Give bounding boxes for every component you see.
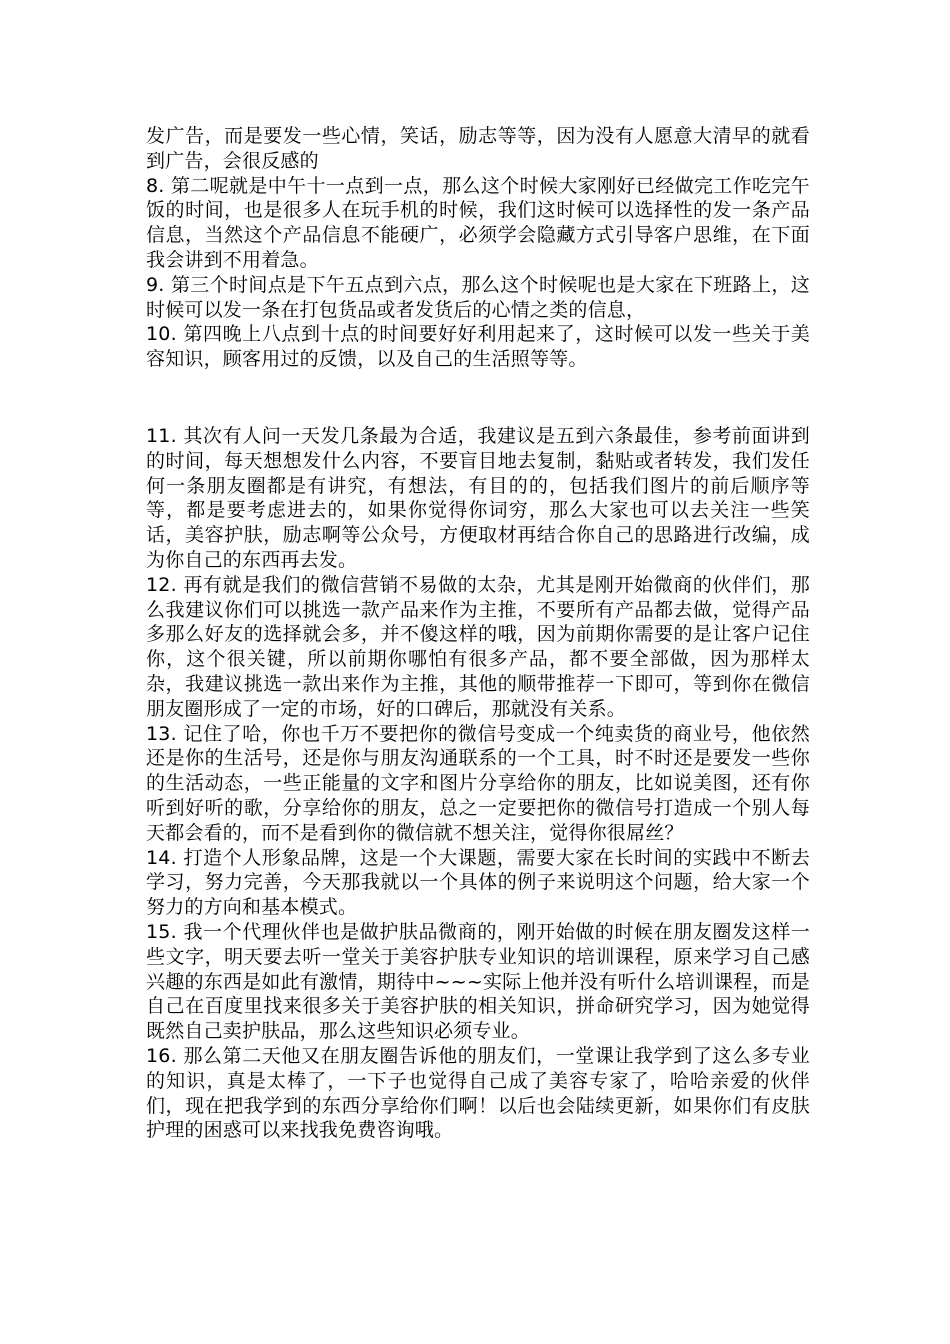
paragraph-14: 14. 打造个人形象品牌，这是一个大课题，需要大家在长时间的实践中不断去学习，努力完善，今天那我就以一个具体的例子来说明这个问题，给大家一个努力的方向和基本模式。 (146, 846, 810, 919)
paragraph-9: 9. 第三个时间点是下午五点到六点，那么这个时候呢也是大家在下班路上，这时候可以发一条在打包货品或者发货后的心情之类的信息， (146, 273, 810, 321)
paragraph-15: 15. 我一个代理伙伴也是做护肤品微商的，刚开始做的时候在朋友圈发这样一些文字，明天要去听一堂关于美容护肤专业知识的培训课程，原来学习自己感兴趣的东西是如此有激情，期待中~~~实际上他并没有听什么培训课程，而是自己在百度里找来很多关于美容护肤的相关知识，拼命研究学习，因为她觉得既然自己卖护肤品，那么这些知识必须专业。 (146, 920, 810, 1043)
paragraph-intro-continuation: 发广告，而是要发一些心情，笑话，励志等等，因为没有人愿意大清早的就看到广告，会很反感的 (146, 125, 810, 172)
paragraph-12: 12. 再有就是我们的微信营销不易做的太杂，尤其是刚开始微商的伙伴们，那么我建议你们可以挑选一款产品来作为主推，不要所有产品都去做，觉得产品多那么好友的选择就会多，并不傻这样的哦，因为前期你需要的是让客户记住你，这个很关键，所以前期你哪怕有很多产品，都不要全部做，因为那样太杂，我建议挑选一款出来作为主推，其他的顺带推荐一下即可，等到你在微信朋友圈形成了一定的市场，好的口碑后，那就没有关系。 (146, 573, 810, 720)
paragraph-16: 16. 那么第二天他又在朋友圈告诉他的朋友们，一堂课让我学到了这么多专业的知识，真是太棒了，一下子也觉得自己成了美容专家了，哈哈亲爱的伙伴们，现在把我学到的东西分享给你们啊！以后也会陆续更新，如果你们有皮肤护理的困惑可以来找我免费咨询哦。 (146, 1044, 810, 1142)
paragraph-13: 13. 记住了哈，你也千万不要把你的微信号变成一个纯卖货的商业号，他依然还是你的生活号，还是你与朋友沟通联系的一个工具，时不时还是要发一些你的生活动态，一些正能量的文字和图片分享给你的朋友，比如说美图，还有你听到好听的歌，分享给你的朋友，总之一定要把你的微信号打造成一个别人每天都会看的，而不是看到你的微信就不想关注，觉得你很屌丝？ (146, 722, 810, 844)
text-section-top (146, 124, 810, 372)
text-section-bottom (146, 424, 810, 1143)
paragraph-11: 11. 其次有人问一天发几条最为合适，我建议是五到六条最佳，参考前面讲到的时间，每天想想发什么内容，不要盲目地去复制，黏贴或者转发，我们发任何一条朋友圈都是有讲究，有想法，有目的的，包括我们图片的前后顺序等等，都是要考虑进去的，如果你觉得你词穷，那么大家也可以去关注一些笑话，美容护肤，励志啊等公众号，方便取材再结合你自己的思路进行改编，成为你自己的东西再去发。 (146, 425, 810, 571)
paragraph-8: 8. 第二呢就是中午十一点到一点，那么这个时候大家刚好已经做完工作吃完午饭的时间，也是很多人在玩手机的时候，我们这时候可以选择性的发一条产品信息，当然这个产品信息不能硬广，必须学会隐藏方式引导客户思维，在下面我会讲到不用着急。 (146, 174, 810, 271)
paragraph-10: 10. 第四晚上八点到十点的时间要好好利用起来了，这时候可以发一些关于美容知识，顾客用过的反馈，以及自己的生活照等等。 (146, 323, 810, 371)
